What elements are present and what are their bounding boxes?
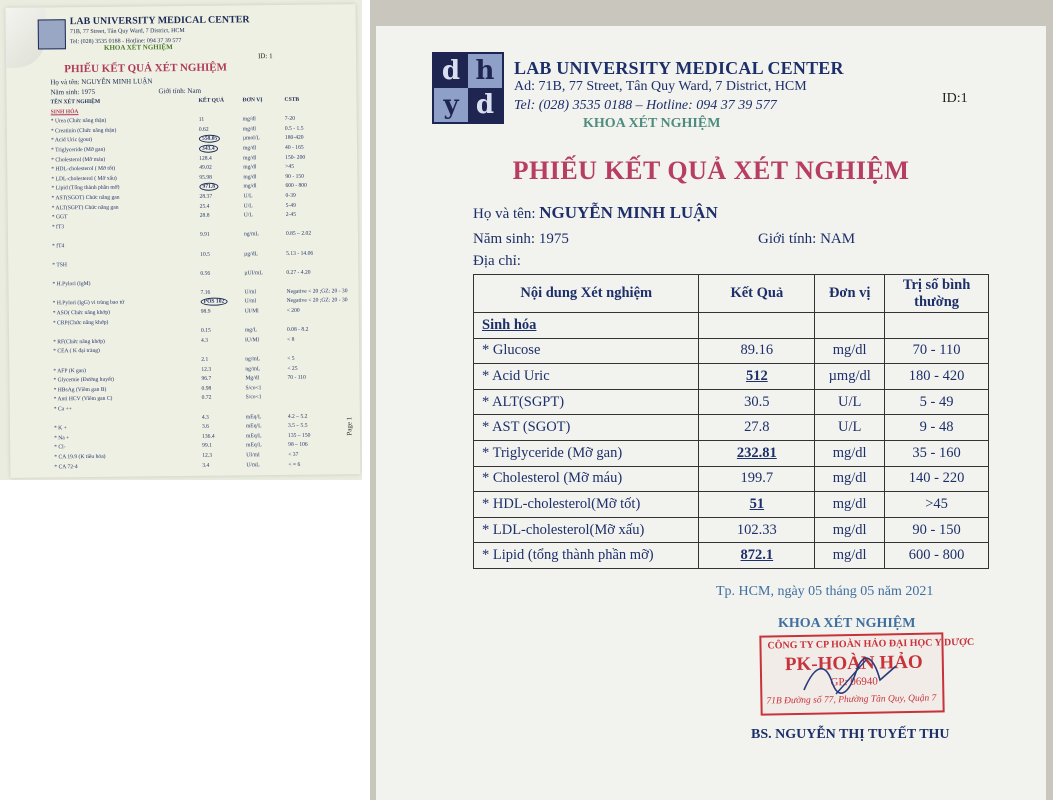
left-header-range: CSTB: [284, 96, 300, 103]
left-range: 70 - 110: [287, 374, 306, 382]
left-range: 0.85 – 2.02: [285, 230, 312, 238]
center-phone: Tel: (028) 3535 0188 – Hotline: 094 37 39 577: [514, 98, 777, 113]
left-range: 180-420: [284, 135, 304, 142]
left-results-table: [50, 95, 354, 472]
left-name: * AFP (K gan): [53, 367, 86, 374]
left-report-paper: [6, 4, 361, 478]
left-unit: mg/dl: [243, 183, 257, 190]
signature-stroke: [804, 658, 896, 693]
left-name: * H.Pylori (IgG) vi trùng bao tử: [52, 300, 125, 307]
left-photo: [0, 0, 362, 480]
test-name: * AST (SGOT): [474, 415, 699, 441]
left-result: [199, 135, 243, 145]
test-name: * ALT(SGPT): [474, 389, 699, 415]
left-unit: ng/mL: [245, 356, 261, 363]
left-unit: mg/dl: [242, 126, 256, 133]
left-range: < 25: [287, 365, 298, 372]
left-result: [200, 240, 244, 250]
test-unit: mg/dl: [815, 338, 885, 364]
left-result: 128.4: [199, 155, 212, 162]
left-result: [202, 403, 246, 413]
footer-department: KHOA XÉT NGHIỆM: [778, 616, 916, 631]
left-range: < 200: [286, 307, 300, 314]
left-result: 4.3: [201, 337, 209, 344]
left-result: 28.8: [199, 212, 210, 219]
left-range: 0.08 - 8.2: [286, 326, 309, 334]
birth-year: Năm sinh: 1975: [473, 231, 569, 247]
left-unit: ng/mL: [245, 365, 261, 372]
left-address: 71B, 77 Street, Tân Quy Ward, 7 District, HCM: [69, 27, 185, 36]
test-unit: mg/dl: [815, 517, 885, 543]
left-result: [201, 317, 245, 327]
center-address: Ad: 71B, 77 Street, Tân Quy Ward, 7 District, HCM: [514, 79, 807, 94]
section-label: Sinh hóa: [474, 313, 699, 339]
result-row: [474, 492, 989, 518]
test-range: 140 - 220: [885, 466, 989, 492]
left-logo: [38, 19, 66, 49]
test-range: 180 - 420: [885, 364, 989, 390]
test-range: >45: [885, 492, 989, 518]
test-unit: U/L: [815, 389, 885, 415]
result-value: 89.16: [740, 342, 774, 359]
left-range: 90 - 150: [285, 173, 305, 180]
left-unit: U/L: [243, 212, 253, 219]
test-result: [699, 440, 815, 466]
right-report-paper: [376, 26, 1046, 800]
left-name: * Urea (Chức năng thận): [50, 117, 107, 125]
left-result-row: [54, 460, 354, 473]
left-range: 600 - 800: [285, 183, 307, 190]
report-title: PHIẾU KẾT QUẢ XÉT NGHIỆM: [512, 156, 910, 185]
left-unit: [244, 259, 286, 269]
left-result: 7.16: [200, 289, 211, 296]
left-result: 0.56: [200, 270, 211, 277]
result-row: [474, 364, 989, 390]
abnormal-result-value: 872.1: [740, 547, 774, 564]
left-result: 96.7: [201, 375, 212, 383]
left-range: Negative < 20 ;GZ: 20 - 30: [286, 288, 348, 295]
result-value: 30.5: [744, 393, 770, 410]
left-section-label: SINH HÓA: [50, 108, 79, 115]
test-result: [699, 517, 815, 543]
header-range: Trị số bình thường: [885, 275, 989, 313]
left-name: * Glycemie (Đường huyết): [53, 376, 114, 384]
left-name: * Na +: [54, 434, 70, 442]
left-range: < 37: [288, 451, 299, 458]
left-unit: [245, 345, 287, 355]
left-name: * Cl-: [54, 444, 66, 451]
left-unit: µg/dL: [244, 250, 258, 257]
left-unit: IU/Ml: [245, 337, 260, 344]
left-range: 40 - 165: [284, 144, 304, 151]
left-result: 136.4: [202, 433, 215, 440]
left-result: 99.1: [202, 443, 212, 450]
document-id: ID:1: [942, 91, 968, 106]
left-unit: mg/dl: [243, 145, 257, 152]
left-result: 49.02: [199, 164, 212, 171]
patient-address: Địa chỉ:: [473, 253, 521, 269]
left-result: [200, 279, 244, 289]
left-result: 2.1: [201, 356, 209, 363]
logo-glyph: h: [475, 56, 495, 86]
left-unit: ng/mL: [243, 231, 259, 238]
left-name: * AST(SGOT) Chức năng gan: [51, 194, 120, 202]
left-name: * fT3: [51, 223, 65, 231]
left-gender-line: Giới tính: Nam: [158, 86, 202, 96]
result-row: [474, 389, 989, 415]
header-unit: Đơn vị: [815, 275, 885, 313]
left-unit: mg/dl: [243, 164, 257, 171]
left-range: 2-45: [285, 211, 297, 219]
result-value: 199.7: [740, 470, 774, 487]
blank-area: [0, 480, 362, 800]
left-unit: [245, 317, 287, 327]
test-name: * Glucose: [474, 338, 699, 364]
left-result: 3.6: [201, 423, 209, 430]
left-result: 11: [198, 116, 205, 124]
patient-name-label: Họ và tên:: [473, 206, 540, 222]
left-name: * GGT: [51, 214, 68, 221]
left-result: 0.72: [201, 395, 212, 402]
result-row: [474, 466, 989, 492]
left-range: 3.5 – 5.5: [287, 422, 308, 430]
left-name: * Cholesterol (Mỡ máu): [51, 156, 106, 163]
result-row: [474, 415, 989, 441]
test-range: 70 - 110: [885, 338, 989, 364]
department-name: KHOA XÉT NGHIỆM: [583, 116, 721, 131]
left-result: [201, 298, 245, 308]
result-row: [474, 440, 989, 466]
left-name: * fT4: [52, 243, 65, 250]
left-range: 5.13 - 14.06: [286, 250, 314, 257]
left-unit: mEq/L: [245, 423, 262, 430]
left-department: KHOA XÉT NGHIỆM: [103, 43, 173, 52]
left-name: * RF(Chức năng khớp): [53, 338, 105, 346]
left-unit: mEq/L: [245, 413, 262, 420]
header-result: Kết Quả: [699, 275, 815, 313]
test-result: [699, 492, 815, 518]
result-row: [474, 517, 989, 543]
left-name: * CEA ( K đại tràng): [53, 348, 100, 355]
left-range: 135 – 150: [288, 432, 311, 439]
left-result: 0.98: [201, 385, 212, 392]
test-unit: mg/dl: [815, 543, 885, 569]
left-header-unit: ĐƠN VỊ: [242, 97, 263, 104]
left-header-test: TÊN XÉT NGHIỆM: [50, 98, 101, 106]
left-circled-result: 971.8: [199, 183, 218, 191]
left-unit: mg/dl: [242, 116, 256, 123]
stamp-clinic: PK-HOÀN HẢO: [784, 651, 923, 676]
left-unit: µmol/L: [242, 135, 260, 142]
test-name: * Cholesterol (Mỡ máu): [474, 466, 699, 492]
left-result: 4.3: [201, 414, 209, 421]
abnormal-result-value: 51: [749, 495, 765, 512]
results-header-row: [474, 275, 989, 313]
left-result: [201, 346, 245, 356]
left-circled-result: 558.05: [199, 135, 220, 143]
left-result: [199, 144, 243, 154]
left-name: * HDL-cholesterol ( Mỡ tốt): [51, 165, 116, 173]
test-result: [699, 338, 815, 364]
left-unit: UI/ml: [246, 452, 260, 459]
left-unit: [246, 403, 288, 413]
left-range: 7-20: [284, 116, 296, 123]
gender: Giới tính: NAM: [758, 231, 856, 247]
left-name: * Lipid (Tổng thành phần mỡ): [51, 185, 120, 192]
test-unit: mg/dl: [815, 466, 885, 492]
left-center-name: LAB UNIVERSITY MEDICAL CENTER: [69, 14, 250, 28]
left-id: ID: 1: [258, 52, 273, 61]
test-name: * HDL-cholesterol(Mỡ tốt): [474, 492, 699, 518]
left-result: 95.98: [199, 174, 212, 181]
test-unit: U/L: [815, 415, 885, 441]
left-unit: U/L: [243, 193, 253, 200]
left-result: 12.3: [202, 452, 213, 459]
result-value: 102.33: [736, 521, 777, 538]
right-photo: [370, 0, 1053, 800]
left-unit: UI/Ml: [244, 308, 259, 315]
test-unit: mg/dl: [815, 440, 885, 466]
test-unit: µmg/dl: [815, 364, 885, 390]
test-range: 90 - 150: [885, 517, 989, 543]
left-range: >45: [285, 163, 295, 171]
left-unit: U/ml: [244, 298, 257, 305]
abnormal-result-value: 232.81: [736, 444, 777, 461]
result-row: [474, 543, 989, 569]
left-range: < 8: [287, 336, 295, 343]
center-name: LAB UNIVERSITY MEDICAL CENTER: [514, 58, 844, 78]
left-result: 28.37: [199, 193, 213, 200]
test-range: 35 - 160: [885, 440, 989, 466]
left-name: * Creatinin (Chức năng thận): [50, 127, 117, 135]
left-name: * Acid Uric (gout): [50, 137, 93, 144]
header-test: Nội dung Xét nghiệm: [474, 275, 699, 313]
left-name: * K +: [53, 425, 67, 432]
left-unit: U/ml: [244, 289, 257, 296]
left-range: 0-39: [285, 192, 296, 199]
left-name: * TSH: [52, 262, 67, 269]
left-range: 150- 200: [285, 154, 306, 161]
center-logo: [432, 52, 504, 124]
left-result: 0.62: [198, 126, 209, 133]
left-unit: mEq/L: [246, 442, 262, 449]
left-unit: mg/dl: [243, 154, 257, 161]
abnormal-result-value: 512: [745, 367, 768, 384]
left-unit: mEq/L: [246, 432, 262, 440]
left-range: Negative < 20 ;GZ: 20 - 30: [286, 297, 348, 305]
left-name: * Ca ++: [53, 406, 72, 413]
result-value: 27.8: [744, 419, 770, 436]
left-name: * HBsAg (Viêm gan B): [53, 386, 107, 394]
test-range: 5 - 49: [885, 389, 989, 415]
left-result: 9.91: [199, 232, 210, 239]
left-unit: [244, 221, 286, 231]
left-range: < 5: [287, 355, 295, 362]
left-circled-result: POS 102: [201, 298, 228, 306]
logo-glyph: d: [475, 90, 495, 120]
signature-stroke: [836, 660, 866, 694]
left-range: 0.5 - 1.5: [284, 125, 304, 132]
test-result: [699, 543, 815, 569]
left-unit: Mg/dl: [245, 375, 260, 382]
test-name: * Triglyceride (Mỡ gan): [474, 440, 699, 466]
section-row: [474, 313, 989, 339]
left-range: 98 – 106: [288, 442, 308, 449]
test-result: [699, 466, 815, 492]
left-name: * Triglyceride (Mỡ gan): [51, 146, 106, 154]
left-result: 25.4: [199, 203, 210, 210]
left-header-result: KẾT QUẢ: [198, 97, 225, 104]
left-range: < = 6: [288, 461, 301, 468]
left-unit: mg/L: [244, 327, 258, 334]
doctor-signature: [796, 652, 906, 702]
left-birth-line: Năm sinh: 1975: [50, 87, 96, 97]
left-result: 3.4: [202, 462, 210, 469]
left-result: 98.9: [200, 308, 211, 315]
left-name: * H.Pylori (IgM): [52, 281, 91, 288]
left-result: 0.15: [200, 327, 211, 335]
left-range: 5-49: [285, 202, 296, 209]
left-unit: mg/dl: [243, 173, 257, 181]
left-name: * CA 19.9 (K tiêu hóa): [54, 453, 106, 461]
left-result: [200, 221, 244, 231]
report-date: Tp. HCM, ngày 05 tháng 05 năm 2021: [716, 584, 934, 599]
left-phone: Tel: (028) 3535 0188 - Hotline: 094 37 39 577: [69, 38, 182, 46]
left-unit: [244, 240, 286, 250]
left-unit: U/mL: [246, 461, 260, 468]
left-page-label: Page 1: [345, 416, 354, 436]
test-name: * Lipid (tổng thành phần mỡ): [474, 543, 699, 569]
logo-glyph: y: [443, 90, 459, 120]
test-result: [699, 415, 815, 441]
test-name: * LDL-cholesterol(Mỡ xấu): [474, 517, 699, 543]
test-unit: mg/dl: [815, 492, 885, 518]
left-result: 10.5: [200, 251, 210, 258]
patient-name-line: [473, 203, 718, 223]
left-range: 4.2 – 5.2: [287, 413, 308, 420]
left-name: * LDL-cholesterol ( Mỡ xấu): [51, 175, 117, 183]
left-unit: S/co<1: [245, 384, 262, 392]
left-name: * Anti HCV (Viêm gan C): [53, 396, 113, 403]
stamp-company: CÔNG TY CP HOÀN HẢO ĐẠI HỌC Y DƯỢC: [767, 636, 975, 652]
test-name: * Acid Uric: [474, 364, 699, 390]
left-unit: [244, 278, 286, 288]
patient-name-value: NGUYỄN MINH LUẬN: [539, 203, 718, 222]
results-table: [473, 274, 989, 569]
doctor-name: BS. NGUYỄN THỊ TUYẾT THU: [751, 727, 950, 742]
left-range: 0.27 - 4.20: [286, 269, 311, 276]
logo-glyph: d: [441, 56, 461, 86]
result-row: [474, 338, 989, 364]
left-circled-result: 343.4: [199, 145, 218, 153]
stamp-license: GP: 06940: [830, 675, 878, 689]
test-range: 600 - 800: [885, 543, 989, 569]
left-name: * ALT(SGPT) Chức năng gan: [51, 204, 119, 211]
left-name: * CRP(Chức năng khớp): [52, 319, 109, 327]
test-range: 9 - 48: [885, 415, 989, 441]
test-result: [699, 389, 815, 415]
stamp-address: 71B Đường số 77, Phường Tân Quy, Quận 7: [766, 693, 937, 707]
left-result: [200, 259, 244, 269]
left-name: * CA 72-4: [54, 463, 78, 470]
left-unit: S/co<1: [245, 394, 262, 401]
left-name: * ASO( Chức năng khớp): [52, 309, 111, 317]
left-result: 12.3: [201, 366, 212, 373]
left-title: PHIẾU KẾT QUẢ XÉT NGHIỆM: [64, 61, 228, 76]
left-unit: µUI/mL: [244, 269, 263, 277]
test-result: [699, 364, 815, 390]
left-unit: U/L: [243, 202, 253, 209]
left-result: [199, 183, 243, 193]
left-name-line: Họ và tên: NGUYỄN MINH LUẬN: [50, 77, 153, 87]
